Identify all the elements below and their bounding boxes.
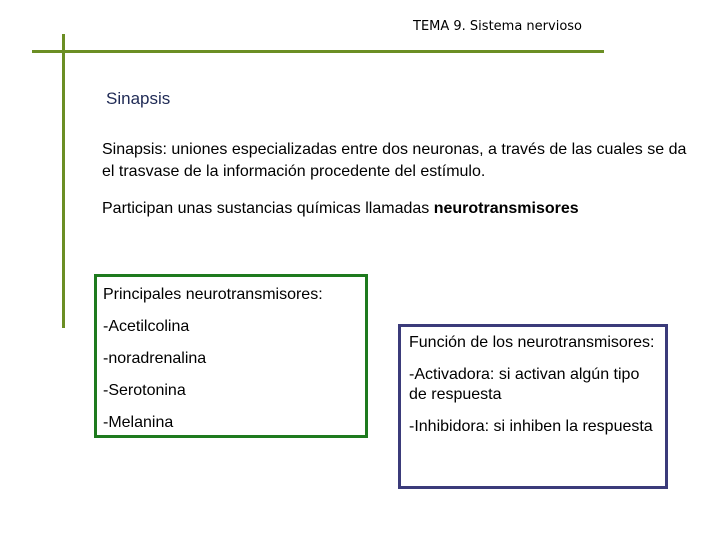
principales-neurotransmisores-box [94,274,368,438]
horizontal-accent-rule [32,50,604,53]
funcion-neurotransmisores-box [398,324,668,489]
participation-paragraph [102,198,692,220]
vertical-accent-rule [62,34,65,328]
list-item: -Serotonina [103,382,186,399]
list-item: -noradrenalina [103,350,207,367]
header-title: TEMA 9. Sistema nervioso [413,19,582,34]
participation-text: Participan unas sustancias químicas llamadas [102,200,434,217]
list-item: -Activadora: si activan algún tipo de respuesta [409,366,640,403]
list-item: -Melanina [103,414,174,431]
slide-title: Sinapsis [106,89,171,108]
definition-paragraph: Sinapsis: uniones especializadas entre dos neuronas, a través de las cuales se da el trasvase de la información procedente del estímulo. [102,141,687,180]
list-item: -Inhibidora: si inhiben la respuesta [409,418,653,435]
neurotransmitter-term: neurotransmisores [433,200,579,217]
principales-heading: Principales neurotransmisores: [103,286,323,303]
list-item: -Acetilcolina [103,318,190,335]
funcion-heading: Función de los neurotransmisores: [409,334,655,351]
